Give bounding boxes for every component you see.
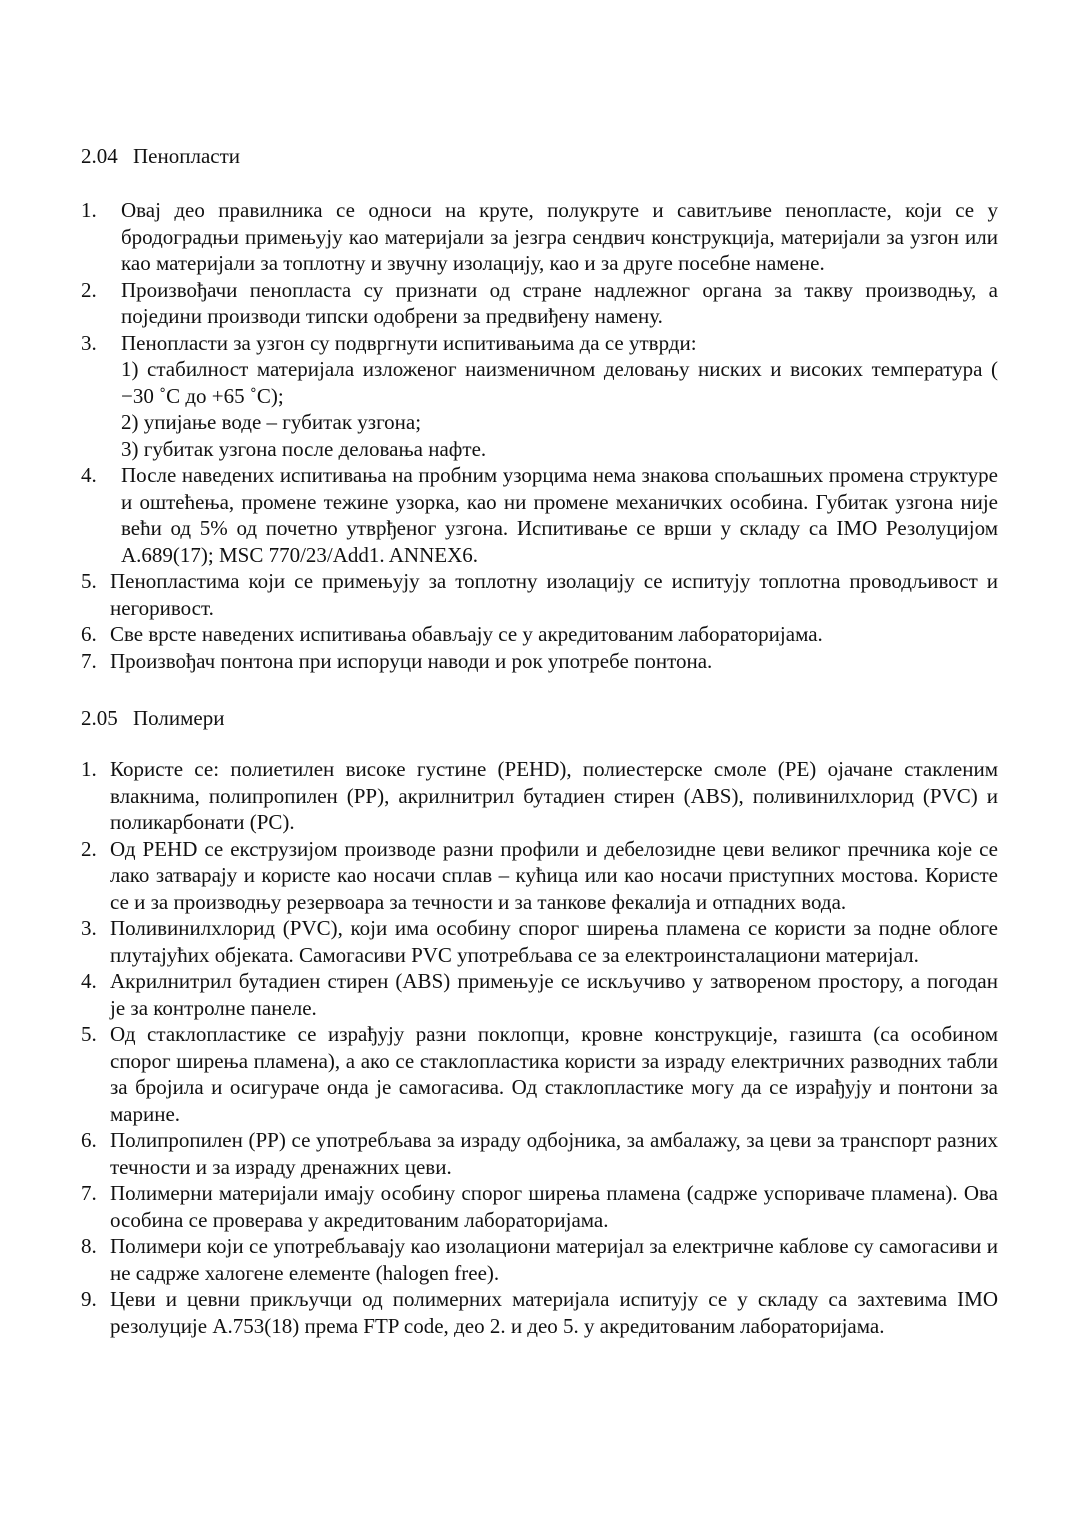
list-marker: 1. xyxy=(81,198,97,222)
list-marker: 6. xyxy=(81,622,97,646)
sub-item: 2) упијање воде – губитак узгона; xyxy=(121,410,422,434)
list-item xyxy=(81,1180,998,1233)
list-item xyxy=(81,197,998,277)
list-marker: 6. xyxy=(81,1128,97,1152)
list-marker: 2. xyxy=(81,836,97,861)
list-item-text: Овај део правилника се односи на круте, полукруте и савитљиве пенопласте, који се у бродоградњи примењују као материјали за језгра сендвич конструкција, материјали за узгон или као материјали за топлотну и звучну изолацију, као и за друге посебне намене. xyxy=(121,198,998,275)
list-marker: 2. xyxy=(81,277,97,302)
list-item xyxy=(81,621,998,648)
section-2-05-list xyxy=(81,756,998,1339)
list-item xyxy=(81,1127,998,1180)
list-item-text: Акрилнитрил бутадиен стирен (ABS) примењује се искључиво у затвореном простору, а погодан је за контролне панеле. xyxy=(110,969,998,1020)
list-marker: 3. xyxy=(81,330,97,355)
list-marker: 9. xyxy=(81,1287,97,1311)
section-heading-2-04 xyxy=(81,143,240,170)
list-item xyxy=(81,756,998,836)
list-item xyxy=(81,462,998,568)
sub-item: 3) губитак узгона после деловања нафте. xyxy=(121,436,487,461)
section-title: Пенопласти xyxy=(133,144,240,168)
list-marker: 4. xyxy=(81,969,97,993)
list-item xyxy=(81,968,998,1021)
section-heading-2-05 xyxy=(81,705,224,732)
list-item-text: Произвођач понтона при испоруци наводи и рок употребе понтона. xyxy=(110,648,713,673)
list-item xyxy=(81,915,998,968)
list-item-text: Пенопласти за узгон су подвргнути испитивањима да се утврди: xyxy=(121,330,697,355)
list-item-text: Од стаклопластике се израђују разни поклопци, кровне конструкције, газишта (са особином спорог ширења пламена), а ако се стаклопластика користи за израду електричних разводних табли за бројила и осигураче онда је самогасива. Од стаклопластике могу да се израђују и понтони за марине. xyxy=(110,1022,998,1126)
list-item-text: Полимери који се употребљавају као изолациони материјал за електричне каблове су самогасиви и не садрже халогене елементе (halogen free). xyxy=(110,1234,998,1285)
list-marker: 4. xyxy=(81,463,97,487)
list-marker: 7. xyxy=(81,1181,97,1205)
list-item-text: Поливинилхлорид (PVC), који има особину спорог ширења пламена се користи за подне облоге плутајућих објеката. Самогасиви PVC употребљава се за електроинсталациони материјал. xyxy=(110,916,998,967)
list-item-text: Полипропилен (PP) се употребљава за израду одбојника, за амбалажу, за цеви за транспорт разних течности и за израду дренажних цеви. xyxy=(110,1128,998,1179)
list-item xyxy=(81,648,998,675)
list-marker: 7. xyxy=(81,648,97,673)
list-item xyxy=(81,1286,998,1339)
list-item-text: Произвођачи пенопласта су признати од стране надлежног органа за такву производњу, а поједини производи типски одобрени за предвиђену намену. xyxy=(121,277,998,328)
list-item-text: Пенопластима који се примењују за топлотну изолацију се испитују топлотна проводљивост и негоривост. xyxy=(110,569,998,620)
list-item-text: Од PEHD се екструзијом производе разни профили и дебелозидне цеви великог пречника које се лако затварају и користе као носачи сплав – кућица или као носачи приступних мостова. Користе се и за производњу резервоара за течности и за танкове фекалија и отпадних вода. xyxy=(110,836,998,914)
list-item-text: Полимерни материјали имају особину спорог ширења пламена (садрже успориваче пламена). Ова особина се проверава у акредитованим лабораторијама. xyxy=(110,1181,998,1232)
list-item xyxy=(81,277,998,330)
list-marker: 5. xyxy=(81,569,97,593)
list-item xyxy=(81,568,998,621)
list-item-text: Користе се: полиетилен високе густине (PEHD), полиестерске смоле (PE) ојачане стакленим влакнима, полипропилен (PP), акрилнитрил бутадиен стирен (ABS), поливинилхлорид (PVC) и поликарбонати (PC). xyxy=(110,757,998,834)
section-title: Полимери xyxy=(133,706,225,730)
section-number: 2.05 xyxy=(81,706,118,730)
list-marker: 5. xyxy=(81,1022,97,1046)
sub-item: 1) стабилност материјала изложеног наизменичном деловању ниских и високих температура ( −30 ˚C до +65 ˚C); xyxy=(121,357,998,408)
list-item-text: Цеви и цевни прикључци од полимерних материјала испитују се у складу са захтевима IMO резолуције A.753(18) према FTP code, део 2. и део 5. у акредитованим лабораторијама. xyxy=(110,1287,998,1338)
list-item xyxy=(81,836,998,916)
list-item xyxy=(81,1021,998,1127)
list-item-text: Све врсте наведених испитивања обављају се у акредитованим лабораторијама. xyxy=(110,622,823,646)
list-item-text: После наведених испитивања на пробним узорцима нема знакова спољашњих промена структуре и оштећења, промене тежине узорка, као ни промене механичких особина. Губитак узгона није већи од 5% од почетно утврђеног узгона. Испитивање се врши у складу са IMO Резолуцијом A.689(17); MSC 770/23/Add1. ANNEX6. xyxy=(121,463,998,567)
list-item xyxy=(81,330,998,463)
section-2-04-list xyxy=(81,197,998,674)
list-marker: 1. xyxy=(81,757,97,781)
section-number: 2.04 xyxy=(81,144,118,168)
list-item xyxy=(81,1233,998,1286)
list-marker: 8. xyxy=(81,1234,97,1258)
list-marker: 3. xyxy=(81,916,97,940)
